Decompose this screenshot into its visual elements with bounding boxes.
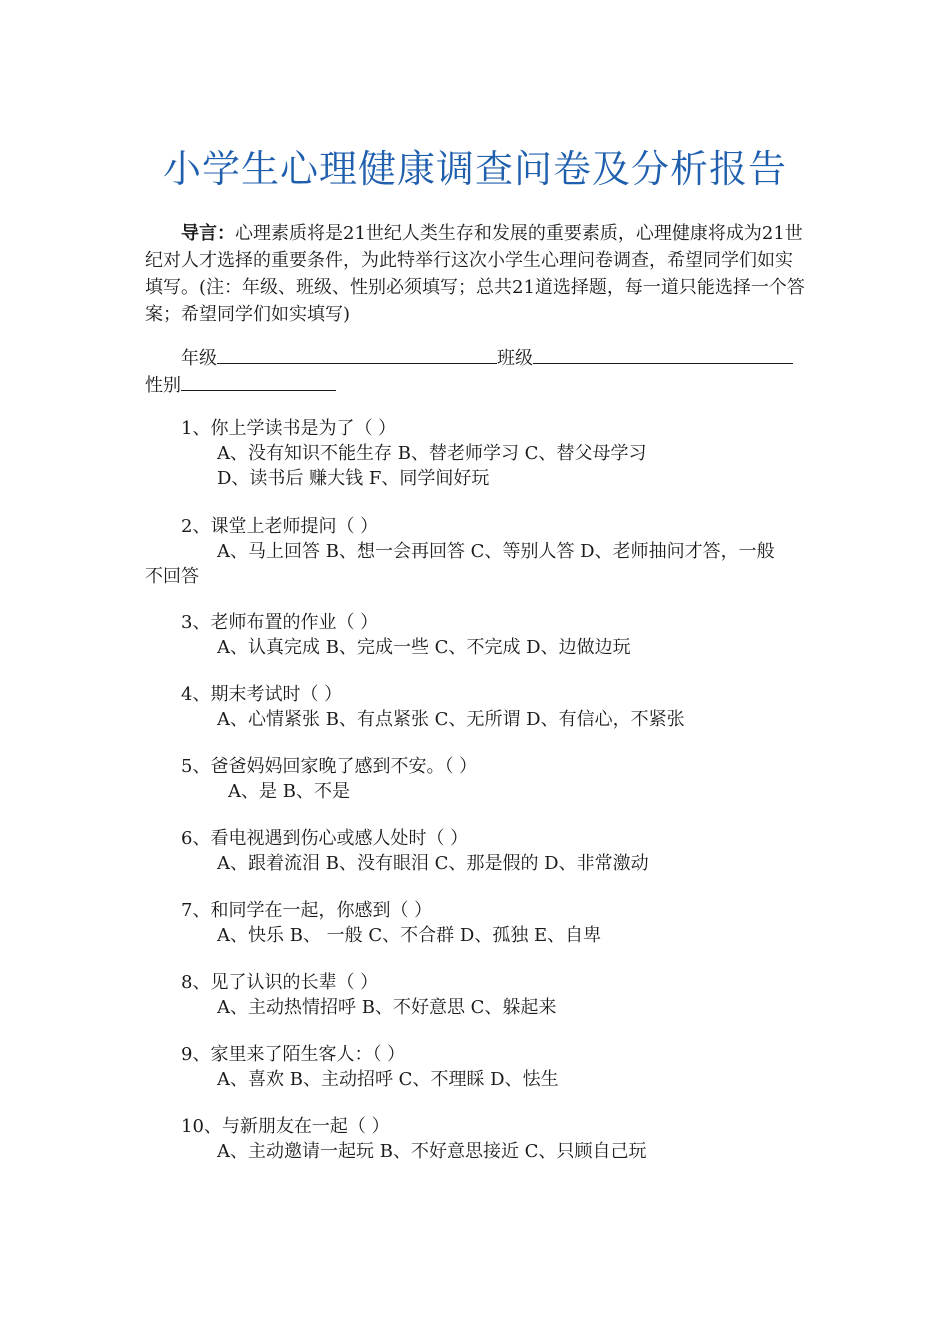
question-options: A、没有知识不能生存 B、替老师学习 C、替父母学习: [217, 443, 647, 464]
gender-blank[interactable]: [181, 370, 336, 391]
intro-text: 心理素质将是21世纪人类生存和发展的重要素质，心理健康将成为21世纪对人才选择的重要条件，为此特举行这次小学生心理问卷调查，希望同学们如实填写。(注：年级、班级、性别必须填写；总共21道选择题，每一道只能选择一个答案；希望同学们如实填写): [145, 223, 805, 325]
question-2: [145, 514, 807, 589]
gender-line: [145, 370, 807, 399]
question-options: D、读书后 赚大钱 F、同学间好玩: [217, 468, 490, 489]
question-10: [145, 1114, 807, 1164]
question-5: [145, 754, 807, 804]
intro-paragraph: [145, 220, 807, 328]
question-1: [145, 416, 807, 491]
class-label: 班级: [497, 348, 533, 369]
question-3: [145, 610, 807, 660]
question-text: 9、家里来了陌生客人：（ ）: [181, 1044, 406, 1065]
grade-label: 年级: [181, 348, 217, 369]
question-text: 3、老师布置的作业（ ）: [181, 612, 379, 633]
question-options: A、是 B、不是: [228, 781, 350, 802]
question-7: [145, 898, 807, 948]
question-options: A、心情紧张 B、有点紧张 C、无所谓 D、有信心，不紧张: [217, 709, 685, 730]
question-options: A、跟着流泪 B、没有眼泪 C、那是假的 D、非常激动: [217, 853, 649, 874]
gender-label: 性别: [145, 375, 181, 396]
question-options: A、主动热情招呼 B、不好意思 C、躲起来: [217, 997, 557, 1018]
grade-blank[interactable]: [217, 343, 497, 364]
question-options-continued: 不回答: [145, 566, 199, 587]
question-options: A、主动邀请一起玩 B、不好意思接近 C、只顾自己玩: [217, 1141, 647, 1162]
question-8: [145, 970, 807, 1020]
question-text: 4、期末考试时（ ）: [181, 684, 343, 705]
question-options: A、马上回答 B、想一会再回答 C、等别人答 D、老师抽问才答，一般: [217, 541, 775, 562]
question-text: 7、和同学在一起，你感到（ ）: [181, 900, 433, 921]
question-4: [145, 682, 807, 732]
question-text: 8、见了认识的长辈（ ）: [181, 972, 379, 993]
class-blank[interactable]: [533, 343, 793, 364]
question-text: 2、课堂上老师提问（ ）: [181, 516, 379, 537]
grade-class-line: [145, 343, 807, 372]
question-text: 10、与新朋友在一起（ ）: [181, 1116, 390, 1137]
question-options: A、认真完成 B、完成一些 C、不完成 D、边做边玩: [217, 637, 631, 658]
question-text: 1、你上学读书是为了（ ）: [181, 418, 397, 439]
page-title: 小学生心理健康调查问卷及分析报告: [162, 147, 787, 191]
question-6: [145, 826, 807, 876]
question-options: A、快乐 B、 一般 C、不合群 D、孤独 E、自卑: [217, 925, 602, 946]
question-options: A、喜欢 B、主动招呼 C、不理睬 D、怯生: [217, 1069, 559, 1090]
question-text: 6、看电视遇到伤心或感人处时（ ）: [181, 828, 469, 849]
intro-lead: 导言：: [181, 223, 235, 244]
question-9: [145, 1042, 807, 1092]
question-text: 5、爸爸妈妈回家晚了感到不安。（ ）: [181, 756, 478, 777]
